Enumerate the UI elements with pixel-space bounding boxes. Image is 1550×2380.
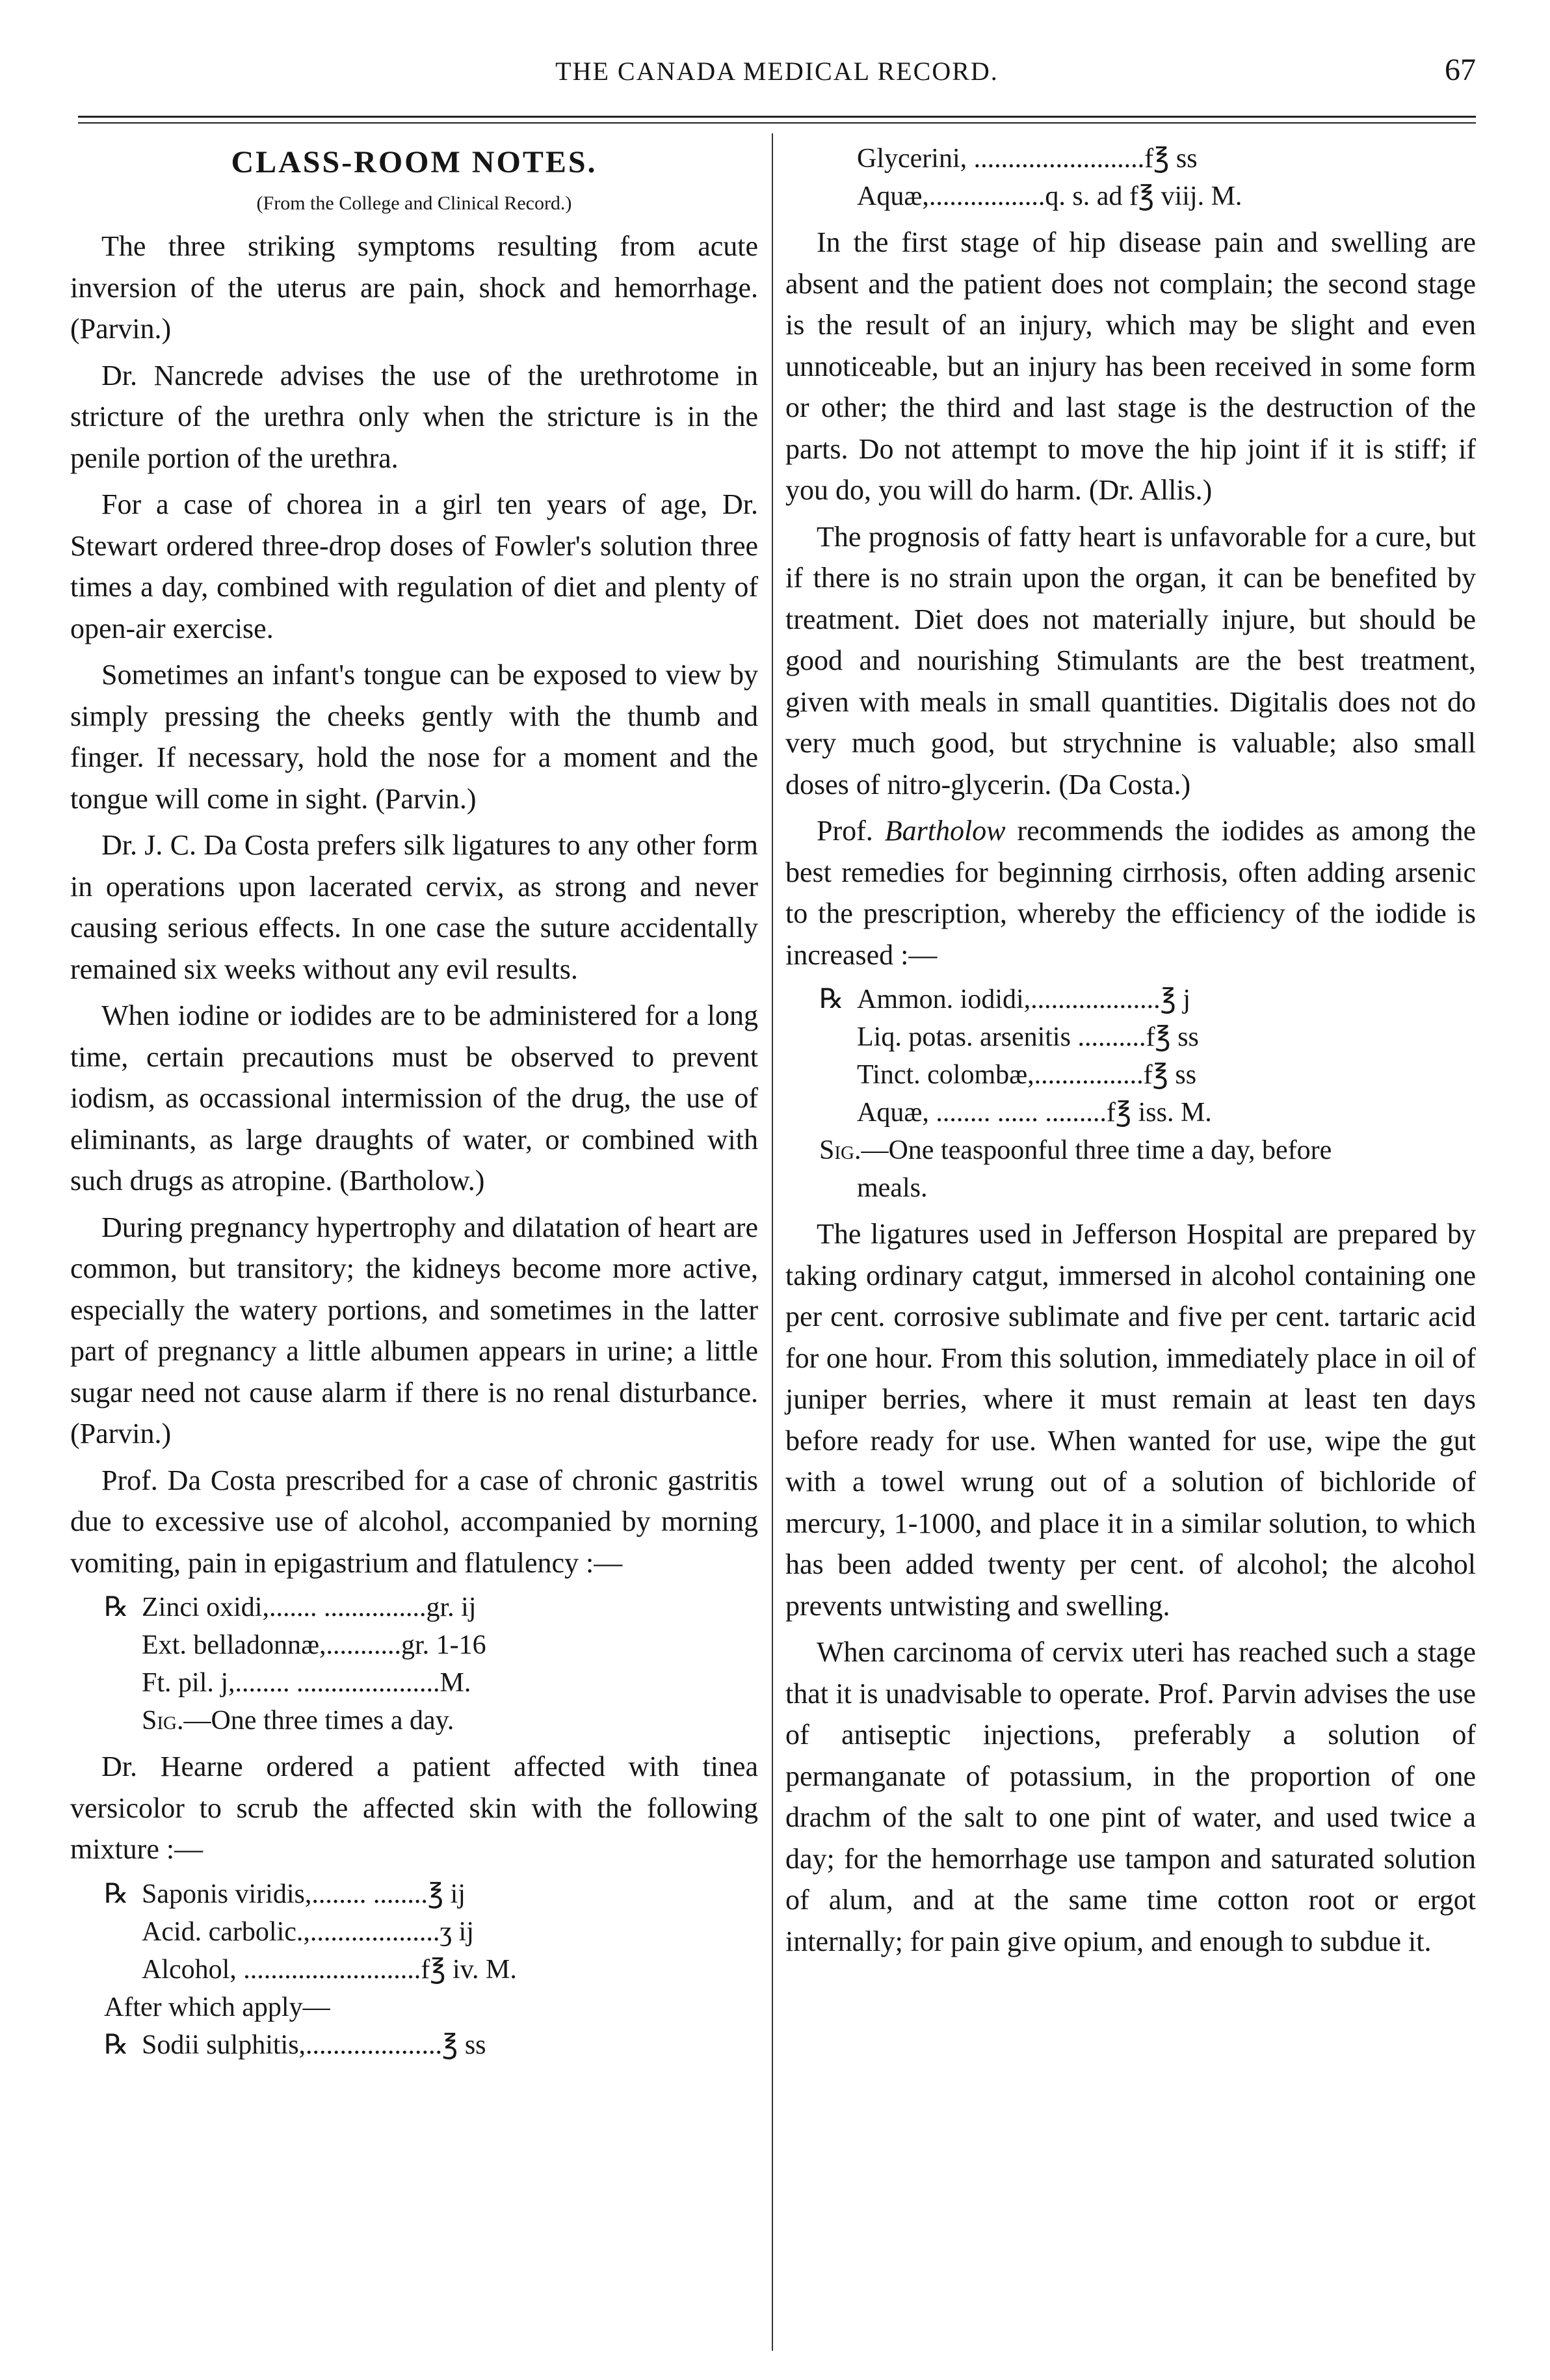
prescription-line: Liq. potas. arsenitis ..........f℥ ss <box>857 1022 1199 1052</box>
paragraph: The three striking symptoms resulting from acute inversion of the uterus are pain, shock and hemorrhage. (Parvin.) <box>70 230 758 345</box>
page-number: 67 <box>1445 53 1476 87</box>
prescription-sig <box>142 1702 486 1739</box>
paragraph: For a case of chorea in a girl ten years of age, Dr. Stewart ordered three-drop doses of Fowler's solution three times a day, combined with regulation of diet and plenty of open-air exercise. <box>70 488 758 644</box>
prescription-line: Zinci oxidi,....... ...............gr. ij <box>142 1593 477 1622</box>
paragraph: Prof. Da Costa prescribed for a case of chronic gastritis due to excessive use of alcohol, accompanied by morning vomiting, pain in epigastrium and flatulency :— <box>70 1464 758 1579</box>
prescription-line: Ammon. iodidi,...................℥ j <box>857 985 1191 1014</box>
recipe-symbol: ℞ <box>104 1879 129 1909</box>
paragraph: During pregnancy hypertrophy and dilatation of heart are common, but transitory; the kidneys become more active, especially the watery portions, and sometimes in the latter part of pregnancy a little albumen appears in urine; a little sugar need not cause alarm if there is no renal disturbance. (Parvin.) <box>70 1211 758 1449</box>
paragraph: The ligatures used in Jefferson Hospital are prepared by taking ordinary catgut, immersed in alcohol containing one per cent. corrosive sublimate and five per cent. tartaric acid for one hour. From this solution, immediately place in oil of juniper berries, where it must remain at least ten days before ready for use. When wanted for use, wipe the gut with a towel wrung out of a solution of bichloride of mercury, 1-1000, and place it in a similar solution, to which has been added twenty per cent. of alcohol; the alcohol prevents untwisting and swelling. <box>785 1218 1476 1622</box>
sig-label: Sig. <box>819 1135 861 1165</box>
section-title: CLASS-ROOM NOTES. <box>231 145 598 179</box>
recipe-symbol: ℞ <box>819 985 844 1014</box>
prescription-line: Saponis viridis,........ ........℥ ij <box>142 1879 466 1909</box>
paragraph <box>785 810 1476 975</box>
recipe-symbol: ℞ <box>104 2030 129 2060</box>
sig-continued: meals. <box>857 1173 928 1203</box>
source-note: (From the College and Clinical Record.) <box>256 192 572 214</box>
prescription <box>70 1875 758 2064</box>
header-rule <box>78 116 1476 118</box>
prescription-line: Alcohol, ..........................f℥ iv. M. <box>142 1954 517 1985</box>
prescription-line: Ft. pil. j,........ .....................M. <box>142 1668 471 1698</box>
paragraph: Dr. J. C. Da Costa prefers silk ligatures to any other form in operations upon lacerated cervix, as strong and never causing serious effects. In one case the suture accidentally remained six weeks without any evil results. <box>70 829 758 985</box>
right-column <box>785 140 1476 1967</box>
page-header <box>78 53 1476 101</box>
running-head: THE CANADA MEDICAL RECORD. <box>555 57 999 86</box>
paragraph: When carcinoma of cervix uteri has reached such a stage that it is unadvisable to operate. Prof. Parvin advises the use of antiseptic injections, preferably a solution of permanganate of potassium, in the proportion of one drachm of the salt to one pint of water, and used twice a day; for the hemorrhage use tampon and saturated solution of alum, and at the same time cotton root or ergot internally; for pain give opium, and enough to subdue it. <box>785 1636 1476 1957</box>
sig-text: —One three times a day. <box>183 1706 454 1736</box>
prescription <box>70 1589 758 1739</box>
paragraph: Sometimes an infant's tongue can be exposed to view by simply pressing the cheeks gently with the thumb and finger. If necessary, hold the nose for a moment and the tongue will come in sight. (Parvin.) <box>70 659 758 815</box>
sig-text: —One teaspoonful three time a day, before <box>861 1135 1332 1165</box>
prescription-sig <box>785 1131 1476 1169</box>
paragraph: Dr. Nancrede advises the use of the urethrotome in stricture of the urethra only when the stricture is in the penile portion of the urethra. <box>70 359 758 474</box>
paragraph-rest: recommends the iodides as among the best remedies for beginning cirrhosis, often adding arsenic to the prescription, whereby the efficiency of the iodide is increased :— <box>785 815 1476 971</box>
prescription-line: Aquæ,.................q. s. ad f℥ viij. M. <box>857 181 1242 211</box>
prescription-continued <box>785 140 1476 215</box>
prescription-line: Acid. carbolic.,...................ʒ ij <box>142 1916 474 1947</box>
recipe-symbol: ℞ <box>104 1593 129 1622</box>
after-note: After which apply— <box>104 1992 330 2022</box>
paragraph-prefix: Prof. <box>817 815 885 847</box>
prescription-line: Ext. belladonnæ,...........gr. 1-16 <box>142 1630 486 1660</box>
prescription-line: Aquæ, ........ ...... .........f℥ iss. M. <box>857 1098 1212 1128</box>
prescription <box>785 981 1476 1207</box>
author-name: Bartholow <box>884 815 1006 847</box>
paragraph: The prognosis of fatty heart is unfavorable for a cure, but if there is no strain upon the organ, it can be benefited by treatment. Diet does not materially injure, but should be good and nourishing Stimulants are the best treatment, given with meals in small quantities. Digitalis does not do very much good, but strychnine is valuable; also small doses of nitro-glycerin. (Da Costa.) <box>785 520 1476 800</box>
paragraph: In the first stage of hip disease pain and swelling are absent and the patient does not complain; the second stage is the result of an injury, which may be slight and even unnoticeable, but an injury has been received in some form or other; the third and last stage is the destruction of the parts. Do not attempt to move the hip joint if it is stiff; if you do, you will do harm. (Dr. Allis.) <box>785 226 1476 506</box>
paragraph: Dr. Hearne ordered a patient affected with tinea versicolor to scrub the affected skin with the following mixture :— <box>70 1751 758 1865</box>
paragraph: When iodine or iodides are to be administered for a long time, certain precautions must be observed to prevent iodism, as occassional intermission of the drug, the use of eliminants, as large draughts of water, or combined with such drugs as atropine. (Bartholow.) <box>70 999 758 1197</box>
left-column <box>70 140 758 2070</box>
prescription-line: Glycerini, .........................f℥ ss <box>857 144 1198 174</box>
prescription-line: Tinct. colombæ,................f℥ ss <box>857 1060 1197 1090</box>
column-divider <box>772 133 773 2351</box>
header-rule-thin <box>78 122 1476 124</box>
prescription-line: Sodii sulphitis,....................℥ ss <box>142 2030 486 2060</box>
sig-label: Sig. <box>142 1706 184 1736</box>
